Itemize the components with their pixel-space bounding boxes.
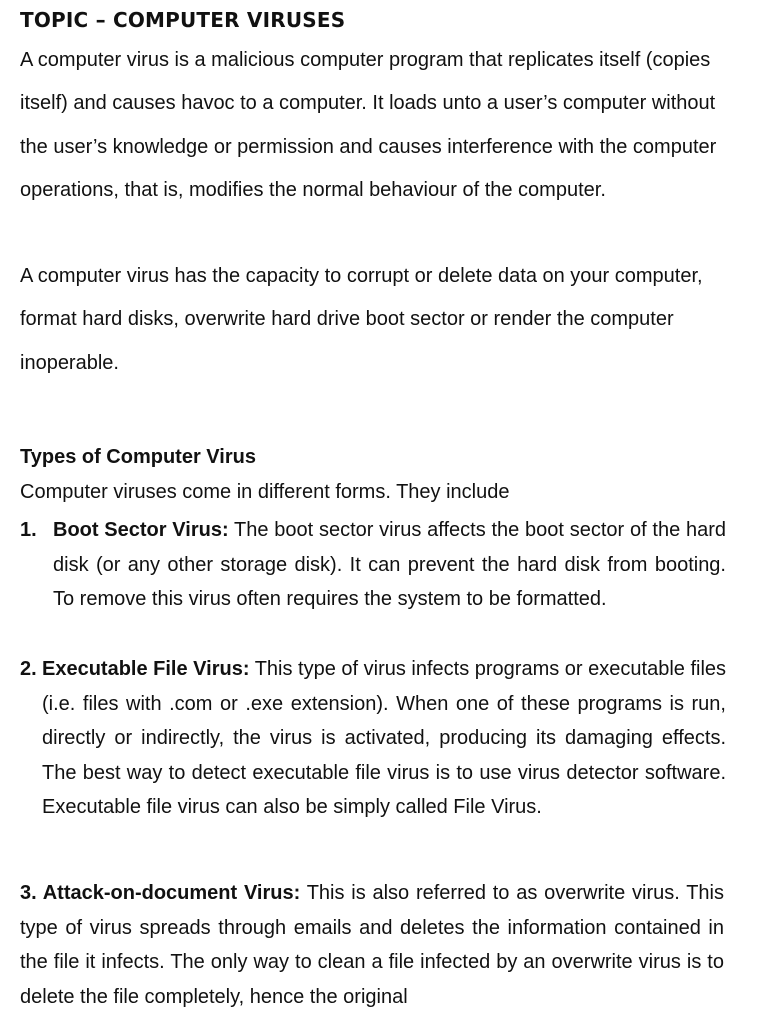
- list-item-text: The boot sector virus affects the boot sector of the hard disk (or any other storage disk). It can prevent the hard disk from booting. To remove this virus often requires the system to be formatted.: [53, 519, 726, 610]
- list-item-attack-on-document-virus: [20, 876, 724, 1015]
- document-title: TOPIC – COMPUTER VIRUSES: [20, 8, 346, 32]
- list-item-boot-sector-virus: [53, 513, 726, 617]
- paragraph-effects: A computer virus has the capacity to corrupt or delete data on your computer, format hard disks, overwrite hard drive boot sector or render the computer inoperable.: [20, 265, 703, 374]
- list-item-number: 2.: [20, 658, 37, 680]
- list-item-number: 1.: [20, 519, 37, 541]
- list-item-term: Executable File Virus:: [42, 658, 250, 680]
- list-item-text: This is also referred to as overwrite virus. This type of virus spreads through emails and deletes the information contained in the file it infects. The only way to clean a file infected by an overwrite virus is to delete the file completely, hence the original: [20, 882, 724, 1009]
- list-item-executable-file-virus: [42, 652, 726, 825]
- paragraph-definition: A computer virus is a malicious computer program that replicates itself (copies itself) and causes havoc to a computer. It loads unto a user’s computer without the user’s knowledge or permission and causes interference with the computer operations, that is, modifies the normal behaviour of the computer.: [20, 49, 717, 202]
- list-item-term: Attack-on-document Virus:: [42, 882, 301, 904]
- section-heading: Types of Computer Virus: [20, 446, 256, 468]
- section-intro: Computer viruses come in different forms. They include: [20, 481, 510, 503]
- list-item-term: Boot Sector Virus:: [53, 519, 229, 541]
- list-item-number: 3.: [20, 882, 37, 904]
- list-item-text: This type of virus infects programs or executable files (i.e. files with .com or .exe extension). When one of these programs is run, directly or indirectly, the virus is activated, producing its damaging effects. The best way to detect executable file virus is to use virus detector software. Executable file virus can also be simply called File Virus.: [42, 658, 727, 818]
